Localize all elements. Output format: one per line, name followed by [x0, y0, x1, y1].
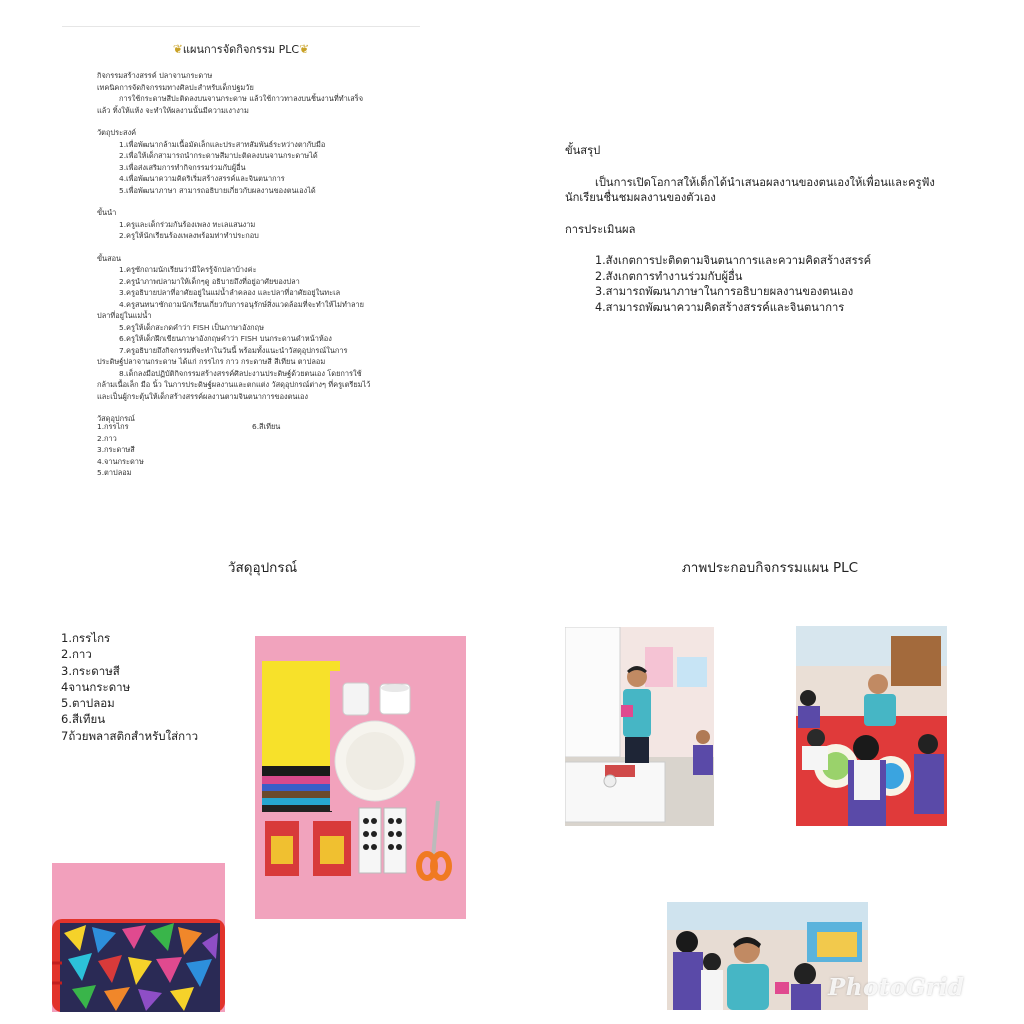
supply-item: 3.กระดาษสี [61, 663, 120, 678]
document-top-border [62, 26, 420, 27]
supply-item: 5.ตาปลอม [61, 696, 115, 711]
material-item: 5.ตาปลอม [97, 468, 132, 477]
material-item-right: 6.สีเทียน [252, 422, 281, 431]
technique-description: การใช้กระดาษสีปะติดลงบนจานกระดาษ แล้วใช้กาวทาลงบนชิ้นงานที่ทำเสร็จ [119, 94, 364, 103]
technique-line: เทคนิคการจัดกิจกรรมทางศิลปะสำหรับเด็กปฐมวัย [97, 82, 254, 92]
intro-step-item: 1.ครูและเด็กร่วมกันร้องเพลง ทะเลแสนงาม [119, 219, 256, 229]
intro-step-item: 2.ครูให้นักเรียนร้องเพลงพร้อมท่าทำประกอบ [119, 231, 259, 240]
teaching-step-cont: ประดิษฐ์ปลาจานกระดาษ ได้แก่ กรรไกร กาว กระดาษสี สีเทียน ตาปลอม [97, 357, 326, 366]
material-item: 1.กรรไกร [97, 422, 129, 431]
evaluation-heading: การประเมินผล [565, 222, 636, 236]
objective-item: 4.เพื่อพัฒนาความคิดริเริ่มสร้างสรรค์และจินตนาการ [119, 174, 285, 183]
supplies-heading: วัสดุอุปกรณ์ [227, 560, 298, 576]
material-item: 4.จานกระดาษ [97, 456, 144, 466]
supply-item: 6.สีเทียน [61, 712, 106, 727]
materials-heading: วัสดุอุปกรณ์ [97, 414, 135, 423]
objective-item: 2.เพื่อให้เด็กสามารถนำกระดาษสีมาปะติดลงบนจานกระดาษได้ [119, 151, 318, 160]
conclusion-text: เป็นการเปิดโอกาสให้เด็กได้นำเสนอผลงานของตนเองให้เพื่อนและครูฟัง [595, 175, 935, 189]
materials-list-left [97, 421, 144, 479]
activity-photos-heading: ภาพประกอบกิจกรรมแผน PLC [681, 560, 859, 576]
lesson-plan-body [97, 70, 397, 425]
teaching-step: 7.ครูอธิบายถึงกิจกรรมที่จะทำในวันนี้ พร้อมทั้งแนะนำวัสดุอุปกรณ์ในการ [119, 345, 348, 355]
rice-sprig-icon: ❦ [172, 42, 183, 56]
teaching-step-cont: ปลาที่อยู่ในแม่น้ำ [97, 311, 152, 320]
teaching-step-cont: กล้ามเนื้อเล็ก มือ นิ้ว ในการประดิษฐ์ผลงานและตกแต่ง วัสดุอุปกรณ์ต่างๆ ที่ครูเตรียมไว้ [97, 380, 371, 389]
document-title [62, 40, 420, 58]
classroom-photo-teacher [565, 627, 714, 826]
material-item: 2.กาว [97, 433, 117, 443]
supply-item: 2.กาว [61, 647, 92, 662]
summary-section [565, 143, 965, 315]
supplies-list [61, 630, 198, 744]
teaching-heading: ขั้นสอน [97, 253, 122, 263]
teaching-step: 2.ครูนำภาพปลามาให้เด็กๆดู อธิบายถึงที่อยู่อาศัยของปลา [119, 276, 300, 286]
document-title-text: แผนการจัดกิจกรรม PLC [182, 43, 300, 56]
teaching-step: 8.เด็กลงมือปฏิบัติกิจกรรมสร้างสรรค์ศิลปะงานประดิษฐ์ด้วยตนเอง โดยการใช้ [119, 368, 362, 378]
objective-item: 3.เพื่อส่งเสริมการทำกิจกรรมร่วมกับผู้อื่น [119, 162, 246, 172]
objective-item: 1.เพื่อพัฒนากล้ามเนื้อมัดเล็กและประสาทสัมพันธ์ระหว่างตากับมือ [119, 139, 326, 149]
teaching-step: 3.ครูอธิบายปลาที่อาศัยอยู่ในแม่น้ำลำคลอง และปลาที่อาศัยอยู่ในทะเล [119, 288, 341, 297]
teaching-step: 6.ครูให้เด็กฝึกเขียนภาษาอังกฤษคำว่า FISH บนกระดานดำหน้าห้อง [119, 334, 332, 343]
teaching-step-cont: และเป็นผู้กระตุ้นให้เด็กสร้างสรรค์ผลงานตามจินตนาการของตนเอง [97, 391, 309, 401]
intro-step-heading: ขั้นนำ [97, 208, 117, 217]
supply-item: 1.กรรไกร [61, 631, 111, 645]
photogrid-watermark: PhotoGrid [828, 974, 965, 1001]
evaluation-item: 3.สามารถพัฒนาภาษาในการอธิบายผลงานของตนเอง [595, 285, 854, 298]
teaching-step: 1.ครูซักถามนักเรียนว่ามีใครรู้จักปลาบ้างค่ะ [119, 265, 257, 274]
evaluation-item: 4.สามารถพัฒนาความคิดสร้างสรรค์และจินตนาการ [595, 300, 845, 314]
objectives-heading: วัตถุประสงค์ [97, 128, 137, 137]
paper-scraps-basket-photo [52, 863, 225, 1012]
teaching-step: 4.ครูสนทนาซักถามนักเรียนเกี่ยวกับการอนุรักษ์สิ่งแวดล้อมที่จะทำให้ไม่ทำลาย [119, 299, 365, 309]
objective-item: 5.เพื่อพัฒนาภาษา สามารถอธิบายเกี่ยวกับผลงานของตนเองได้ [119, 185, 316, 195]
evaluation-item: 2.สังเกตการทำงานร่วมกับผู้อื่น [595, 269, 743, 283]
activity-name: กิจกรรมสร้างสรรค์ ปลาจานกระดาษ [97, 71, 213, 80]
conclusion-heading: ขั้นสรุป [565, 144, 601, 157]
classroom-photo-children-table [796, 626, 947, 826]
conclusion-text-cont: นักเรียนชื่นชมผลงานของตัวเอง [565, 191, 716, 204]
supply-item: 7ถ้วยพลาสติกสำหรับใส่กาว [61, 728, 199, 743]
technique-description-cont: แล้ว ทิ้งให้แห้ง จะทำให้ผลงานนั้นมีความเงางาม [97, 105, 249, 115]
supplies-photo [255, 636, 466, 919]
evaluation-item: 1.สังเกตการปะติดตามจินตนาการและความคิดสร้างสรรค์ [595, 254, 872, 267]
supply-item: 4จานกระดาษ [61, 679, 131, 694]
material-item: 3.กระดาษสี [97, 445, 135, 454]
teaching-step: 5.ครูให้เด็กสะกดคำว่า FISH เป็นภาษาอังกฤษ [119, 322, 264, 332]
rice-sprig-icon: ❦ [299, 42, 310, 56]
